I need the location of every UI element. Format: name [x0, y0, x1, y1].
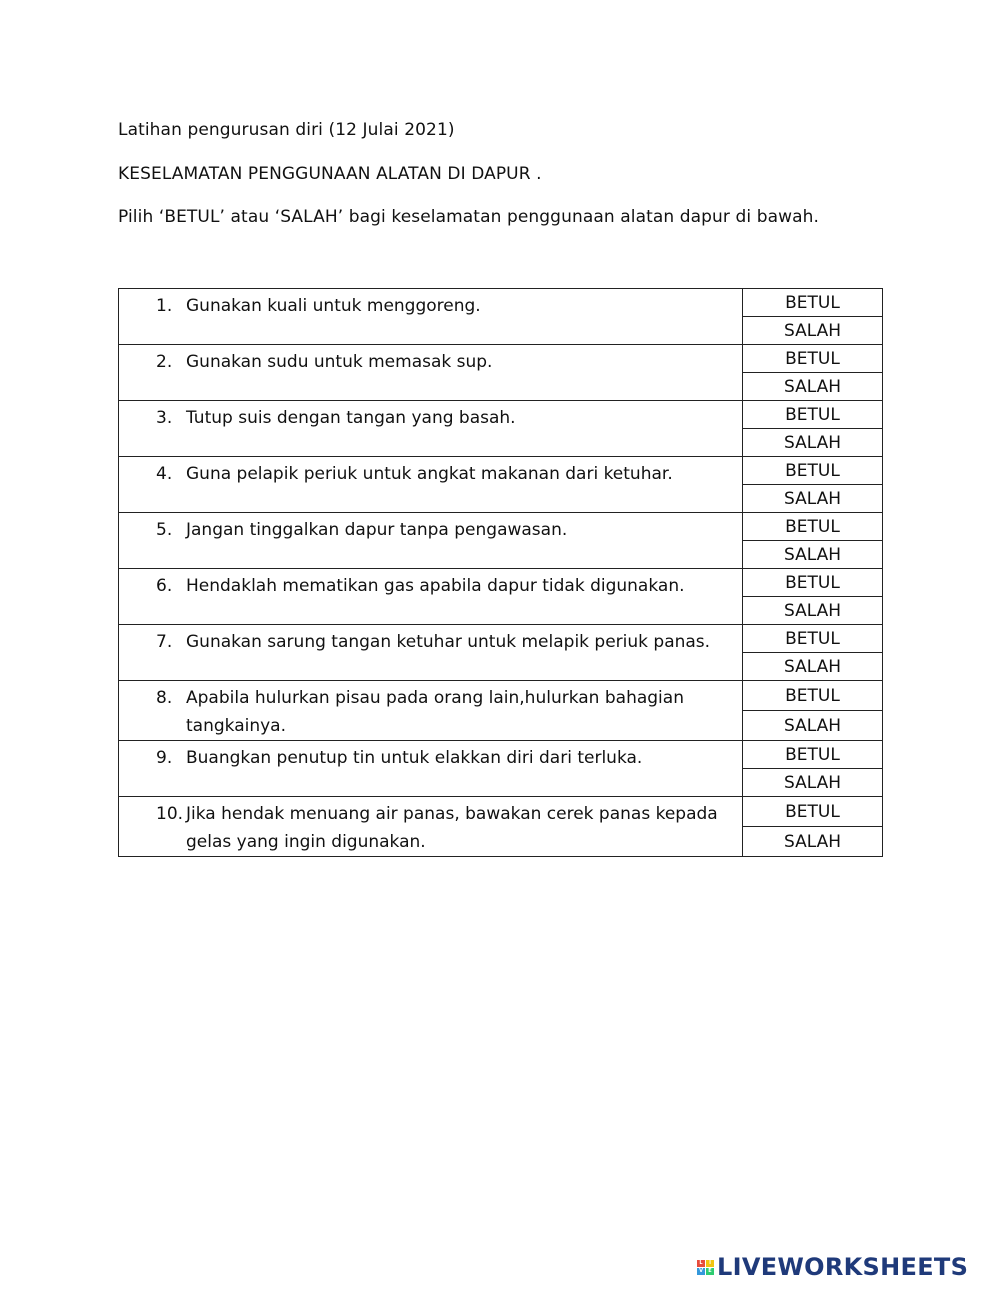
option-salah[interactable]: SALAH — [743, 429, 883, 457]
question-row — [119, 457, 883, 485]
option-salah[interactable]: SALAH — [743, 597, 883, 625]
question-cell — [119, 625, 743, 681]
question-row — [119, 513, 883, 541]
question-number: 6. — [156, 576, 173, 596]
logo-text: LIVEWORKSHEETS — [717, 1253, 969, 1281]
question-cell — [119, 741, 743, 797]
option-salah[interactable]: SALAH — [743, 541, 883, 569]
logo-block: L — [697, 1260, 705, 1267]
question-row — [119, 741, 883, 769]
question-row — [119, 289, 883, 317]
question-text: Tutup suis dengan tangan yang basah. — [186, 408, 516, 428]
option-betul[interactable]: BETUL — [743, 457, 883, 485]
logo-blocks-icon — [697, 1260, 714, 1275]
option-betul[interactable]: BETUL — [743, 681, 883, 711]
question-number: 4. — [156, 464, 173, 484]
option-salah[interactable]: SALAH — [743, 711, 883, 741]
option-salah[interactable]: SALAH — [743, 485, 883, 513]
question-cell — [119, 345, 743, 401]
question-text: Apabila hulurkan pisau pada orang lain,hulurkan bahagian tangkainya. — [186, 688, 684, 736]
liveworksheets-logo — [697, 1253, 968, 1281]
question-row — [119, 681, 883, 711]
option-betul[interactable]: BETUL — [743, 797, 883, 827]
question-number: 7. — [156, 632, 173, 652]
question-cell — [119, 569, 743, 625]
question-cell — [119, 457, 743, 513]
worksheet-instruction: Pilih ‘BETUL’ atau ‘SALAH’ bagi keselamatan penggunaan alatan dapur di bawah. — [118, 207, 820, 227]
question-number: 5. — [156, 520, 173, 540]
logo-block: E — [706, 1268, 714, 1275]
question-text: Guna pelapik periuk untuk angkat makanan dari ketuhar. — [186, 464, 673, 484]
question-cell — [119, 681, 743, 741]
option-betul[interactable]: BETUL — [743, 401, 883, 429]
question-text: Gunakan sarung tangan ketuhar untuk melapik periuk panas. — [186, 632, 711, 652]
option-betul[interactable]: BETUL — [743, 569, 883, 597]
option-betul[interactable]: BETUL — [743, 289, 883, 317]
question-row — [119, 401, 883, 429]
option-salah[interactable]: SALAH — [743, 827, 883, 857]
question-text: Buangkan penutup tin untuk elakkan diri dari terluka. — [186, 748, 643, 768]
option-salah[interactable]: SALAH — [743, 653, 883, 681]
question-text: Jangan tinggalkan dapur tanpa pengawasan. — [186, 520, 568, 540]
option-salah[interactable]: SALAH — [743, 373, 883, 401]
question-text: Gunakan kuali untuk menggoreng. — [186, 296, 481, 316]
option-betul[interactable]: BETUL — [743, 345, 883, 373]
question-number: 1. — [156, 296, 173, 316]
option-betul[interactable]: BETUL — [743, 741, 883, 769]
option-salah[interactable]: SALAH — [743, 317, 883, 345]
question-row — [119, 625, 883, 653]
option-salah[interactable]: SALAH — [743, 769, 883, 797]
question-number: 2. — [156, 352, 173, 372]
question-row — [119, 345, 883, 373]
question-number: 3. — [156, 408, 173, 428]
question-text: Jika hendak menuang air panas, bawakan cerek panas kepada gelas yang ingin digunakan. — [186, 804, 718, 852]
question-number: 9. — [156, 748, 173, 768]
option-betul[interactable]: BETUL — [743, 625, 883, 653]
question-number: 10. — [156, 804, 184, 824]
option-betul[interactable]: BETUL — [743, 513, 883, 541]
question-cell — [119, 289, 743, 345]
question-text: Gunakan sudu untuk memasak sup. — [186, 352, 493, 372]
question-row — [119, 569, 883, 597]
question-cell — [119, 513, 743, 569]
logo-block: I — [706, 1260, 714, 1267]
question-row — [119, 797, 883, 827]
logo-block: V — [697, 1268, 705, 1275]
worksheet-title: KESELAMATAN PENGGUNAAN ALATAN DI DAPUR . — [118, 164, 542, 184]
question-cell — [119, 401, 743, 457]
question-cell — [119, 797, 743, 857]
question-number: 8. — [156, 688, 173, 708]
question-text: Hendaklah mematikan gas apabila dapur tidak digunakan. — [186, 576, 685, 596]
question-table — [118, 288, 883, 857]
worksheet-date-line: Latihan pengurusan diri (12 Julai 2021) — [118, 120, 455, 140]
